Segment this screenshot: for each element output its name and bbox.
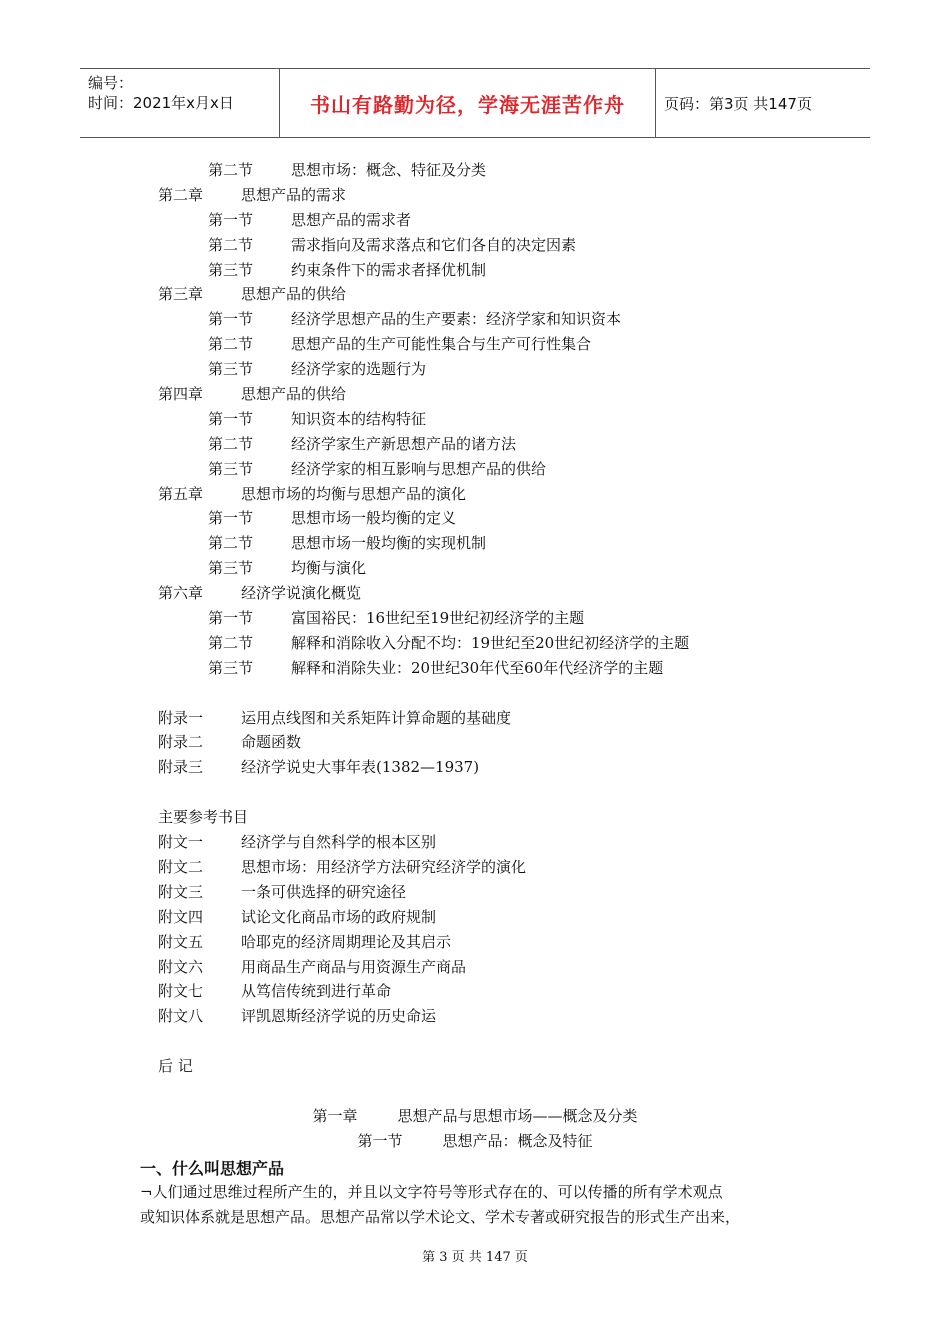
toc-entry-label: 第三节 bbox=[208, 459, 254, 478]
toc-entry bbox=[158, 158, 858, 183]
toc-entry-text: 经济学思想产品的生产要素：经济学家和知识资本 bbox=[291, 310, 622, 329]
toc-entry-text: 主要参考书目 bbox=[158, 808, 249, 827]
toc-entry bbox=[158, 855, 858, 880]
toc-entry bbox=[158, 482, 858, 507]
toc-entry-label: 第一节 bbox=[208, 409, 254, 428]
toc-entry-text: 经济学说演化概览 bbox=[241, 584, 362, 603]
paragraph-line-2: 或知识体系就是思想产品。思想产品常以学术论文、学术专著或研究报告的形式生产出来， bbox=[140, 1208, 741, 1226]
toc-entry-text: 经济学家生产新思想产品的诸方法 bbox=[291, 434, 517, 453]
toc-entry-label: 第三节 bbox=[208, 658, 254, 677]
toc-entry-text: 一条可供选择的研究途径 bbox=[241, 882, 407, 901]
motto: 书山有路勤为径，学海无涯苦作舟 bbox=[280, 69, 656, 137]
toc-entry-label: 附文三 bbox=[158, 882, 204, 901]
toc-entry-text: 思想产品的供给 bbox=[241, 285, 347, 304]
section-heading: 一、什么叫思想产品 bbox=[140, 1159, 285, 1178]
toc-entry bbox=[158, 208, 858, 233]
toc-entry-text: 哈耶克的经济周期理论及其启示 bbox=[241, 932, 452, 951]
toc-entry-text: 思想市场的均衡与思想产品的演化 bbox=[241, 484, 467, 503]
toc-entry bbox=[158, 1004, 858, 1029]
toc-entry bbox=[158, 307, 858, 332]
toc-entry-label: 附录二 bbox=[158, 733, 204, 752]
toc-entry-label: 附文七 bbox=[158, 982, 204, 1001]
toc-entry-label: 第一节 bbox=[208, 310, 254, 329]
toc-entry bbox=[158, 631, 858, 656]
toc-entry bbox=[158, 357, 858, 382]
header-meta bbox=[80, 69, 280, 137]
toc-entry-label: 第二章 bbox=[158, 185, 204, 204]
toc-entry bbox=[158, 382, 858, 407]
section-title-text: 思想产品：概念及特征 bbox=[442, 1132, 593, 1150]
toc-entry-text: 评凯恩斯经济学说的历史命运 bbox=[241, 1007, 437, 1026]
toc-entry-text: 思想市场：用经济学方法研究经济学的演化 bbox=[241, 857, 527, 876]
table-of-contents bbox=[158, 158, 858, 1079]
toc-entry-label: 第三节 bbox=[208, 260, 254, 279]
toc-entry bbox=[158, 979, 858, 1004]
toc-entry-label: 第五章 bbox=[158, 484, 204, 503]
toc-entry-text: 思想产品的需求者 bbox=[291, 210, 412, 229]
toc-entry bbox=[158, 1054, 858, 1079]
toc-entry-text: 思想市场一般均衡的定义 bbox=[291, 509, 457, 528]
toc-entry-text: 富国裕民：16世纪至19世纪初经济学的主题 bbox=[291, 609, 585, 628]
toc-entry-text: 经济学家的相互影响与思想产品的供给 bbox=[291, 459, 547, 478]
toc-entry bbox=[158, 830, 858, 855]
toc-entry bbox=[158, 407, 858, 432]
toc-entry bbox=[158, 880, 858, 905]
toc-entry-text: 从笃信传统到进行革命 bbox=[241, 982, 392, 1001]
page-footer: 第 3 页 共 147 页 bbox=[422, 1250, 528, 1265]
chapter-title-text: 思想产品与思想市场——概念及分类 bbox=[397, 1107, 638, 1125]
toc-entry-label: 第四章 bbox=[158, 385, 204, 404]
toc-entry bbox=[158, 706, 858, 731]
toc-entry-label: 第二节 bbox=[208, 161, 254, 179]
toc-entry bbox=[158, 432, 858, 457]
number-label: 编号： bbox=[88, 74, 134, 92]
toc-entry-label: 第六章 bbox=[158, 584, 204, 603]
toc-entry-text: 命题函数 bbox=[241, 733, 302, 752]
toc-entry-text: 思想产品的生产可能性集合与生产可行性集合 bbox=[291, 335, 592, 354]
toc-entry-label: 附录一 bbox=[158, 708, 204, 727]
section-title-label: 第一节 bbox=[357, 1132, 403, 1150]
toc-entry-text: 知识资本的结构特征 bbox=[291, 409, 427, 428]
time-label: 时间：2021年x月x日 bbox=[88, 94, 234, 112]
toc-entry-label: 第一节 bbox=[208, 210, 254, 229]
toc-entry bbox=[158, 805, 858, 830]
toc-entry-label: 第一节 bbox=[208, 509, 254, 528]
toc-entry bbox=[158, 457, 858, 482]
toc-entry-label: 附文一 bbox=[158, 833, 204, 852]
toc-entry-label: 第三节 bbox=[208, 559, 254, 578]
toc-entry-text: 经济学与自然科学的根本区别 bbox=[241, 833, 437, 852]
toc-entry bbox=[158, 730, 858, 755]
toc-entry bbox=[158, 531, 858, 556]
toc-entry bbox=[158, 930, 858, 955]
toc-entry bbox=[158, 332, 858, 357]
toc-entry bbox=[158, 755, 858, 780]
page-header bbox=[80, 68, 870, 138]
toc-entry bbox=[158, 233, 858, 258]
toc-entry-label: 附文二 bbox=[158, 857, 204, 876]
toc-gap bbox=[158, 1029, 858, 1054]
toc-entry-label: 附录三 bbox=[158, 758, 204, 777]
toc-gap bbox=[158, 780, 858, 805]
toc-entry-label: 第二节 bbox=[208, 335, 254, 354]
toc-entry-text: 试论文化商品市场的政府规制 bbox=[241, 907, 437, 926]
page-info: 页码：第3页 共147页 bbox=[664, 94, 812, 113]
toc-entry-label: 第二节 bbox=[208, 534, 254, 553]
toc-entry bbox=[158, 258, 858, 283]
toc-entry-text: 解释和消除失业：20世纪30年代至60年代经济学的主题 bbox=[291, 658, 664, 677]
toc-entry bbox=[158, 282, 858, 307]
toc-entry-label: 第二节 bbox=[208, 235, 254, 254]
section-title bbox=[0, 1130, 950, 1151]
toc-entry-text: 约束条件下的需求者择优机制 bbox=[291, 260, 487, 279]
toc-entry-label: 第二节 bbox=[208, 434, 254, 453]
toc-entry-text: 用商品生产商品与用资源生产商品 bbox=[241, 957, 467, 976]
toc-entry bbox=[158, 905, 858, 930]
toc-entry-text: 思想产品的供给 bbox=[241, 385, 347, 404]
toc-entry-text: 思想产品的需求 bbox=[241, 185, 347, 204]
toc-entry-label: 第一节 bbox=[208, 609, 254, 628]
toc-entry-text: 均衡与演化 bbox=[291, 559, 367, 578]
paragraph-line-1: ¬人们通过思维过程所产生的，并且以文字符号等形式存在的、可以传播的所有学术观点 bbox=[140, 1183, 723, 1201]
toc-entry-text: 后 记 bbox=[158, 1057, 193, 1076]
toc-entry-label: 附文四 bbox=[158, 907, 204, 926]
toc-entry-label: 第三章 bbox=[158, 285, 204, 304]
toc-entry bbox=[158, 606, 858, 631]
toc-entry bbox=[158, 656, 858, 681]
toc-entry-text: 运用点线图和关系矩阵计算命题的基础度 bbox=[241, 708, 512, 727]
toc-gap bbox=[158, 681, 858, 706]
toc-entry bbox=[158, 556, 858, 581]
toc-entry-text: 解释和消除收入分配不均：19世纪至20世纪初经济学的主题 bbox=[291, 633, 690, 652]
toc-entry-label: 附文六 bbox=[158, 957, 204, 976]
toc-entry bbox=[158, 506, 858, 531]
toc-entry-label: 附文八 bbox=[158, 1007, 204, 1026]
toc-entry-label: 附文五 bbox=[158, 932, 204, 951]
toc-entry bbox=[158, 955, 858, 980]
toc-entry-text: 思想市场一般均衡的实现机制 bbox=[291, 534, 487, 553]
toc-entry-text: 思想市场：概念、特征及分类 bbox=[291, 161, 487, 179]
chapter-title-label: 第一章 bbox=[312, 1107, 358, 1125]
toc-entry-text: 需求指向及需求落点和它们各自的决定因素 bbox=[291, 235, 577, 254]
toc-entry-text: 经济学说史大事年表(1382—1937) bbox=[241, 758, 480, 777]
toc-entry bbox=[158, 581, 858, 606]
toc-entry-label: 第三节 bbox=[208, 360, 254, 379]
chapter-title bbox=[0, 1105, 950, 1126]
toc-entry-label: 第二节 bbox=[208, 633, 254, 652]
toc-entry bbox=[158, 183, 858, 208]
toc-entry-text: 经济学家的选题行为 bbox=[291, 360, 427, 379]
